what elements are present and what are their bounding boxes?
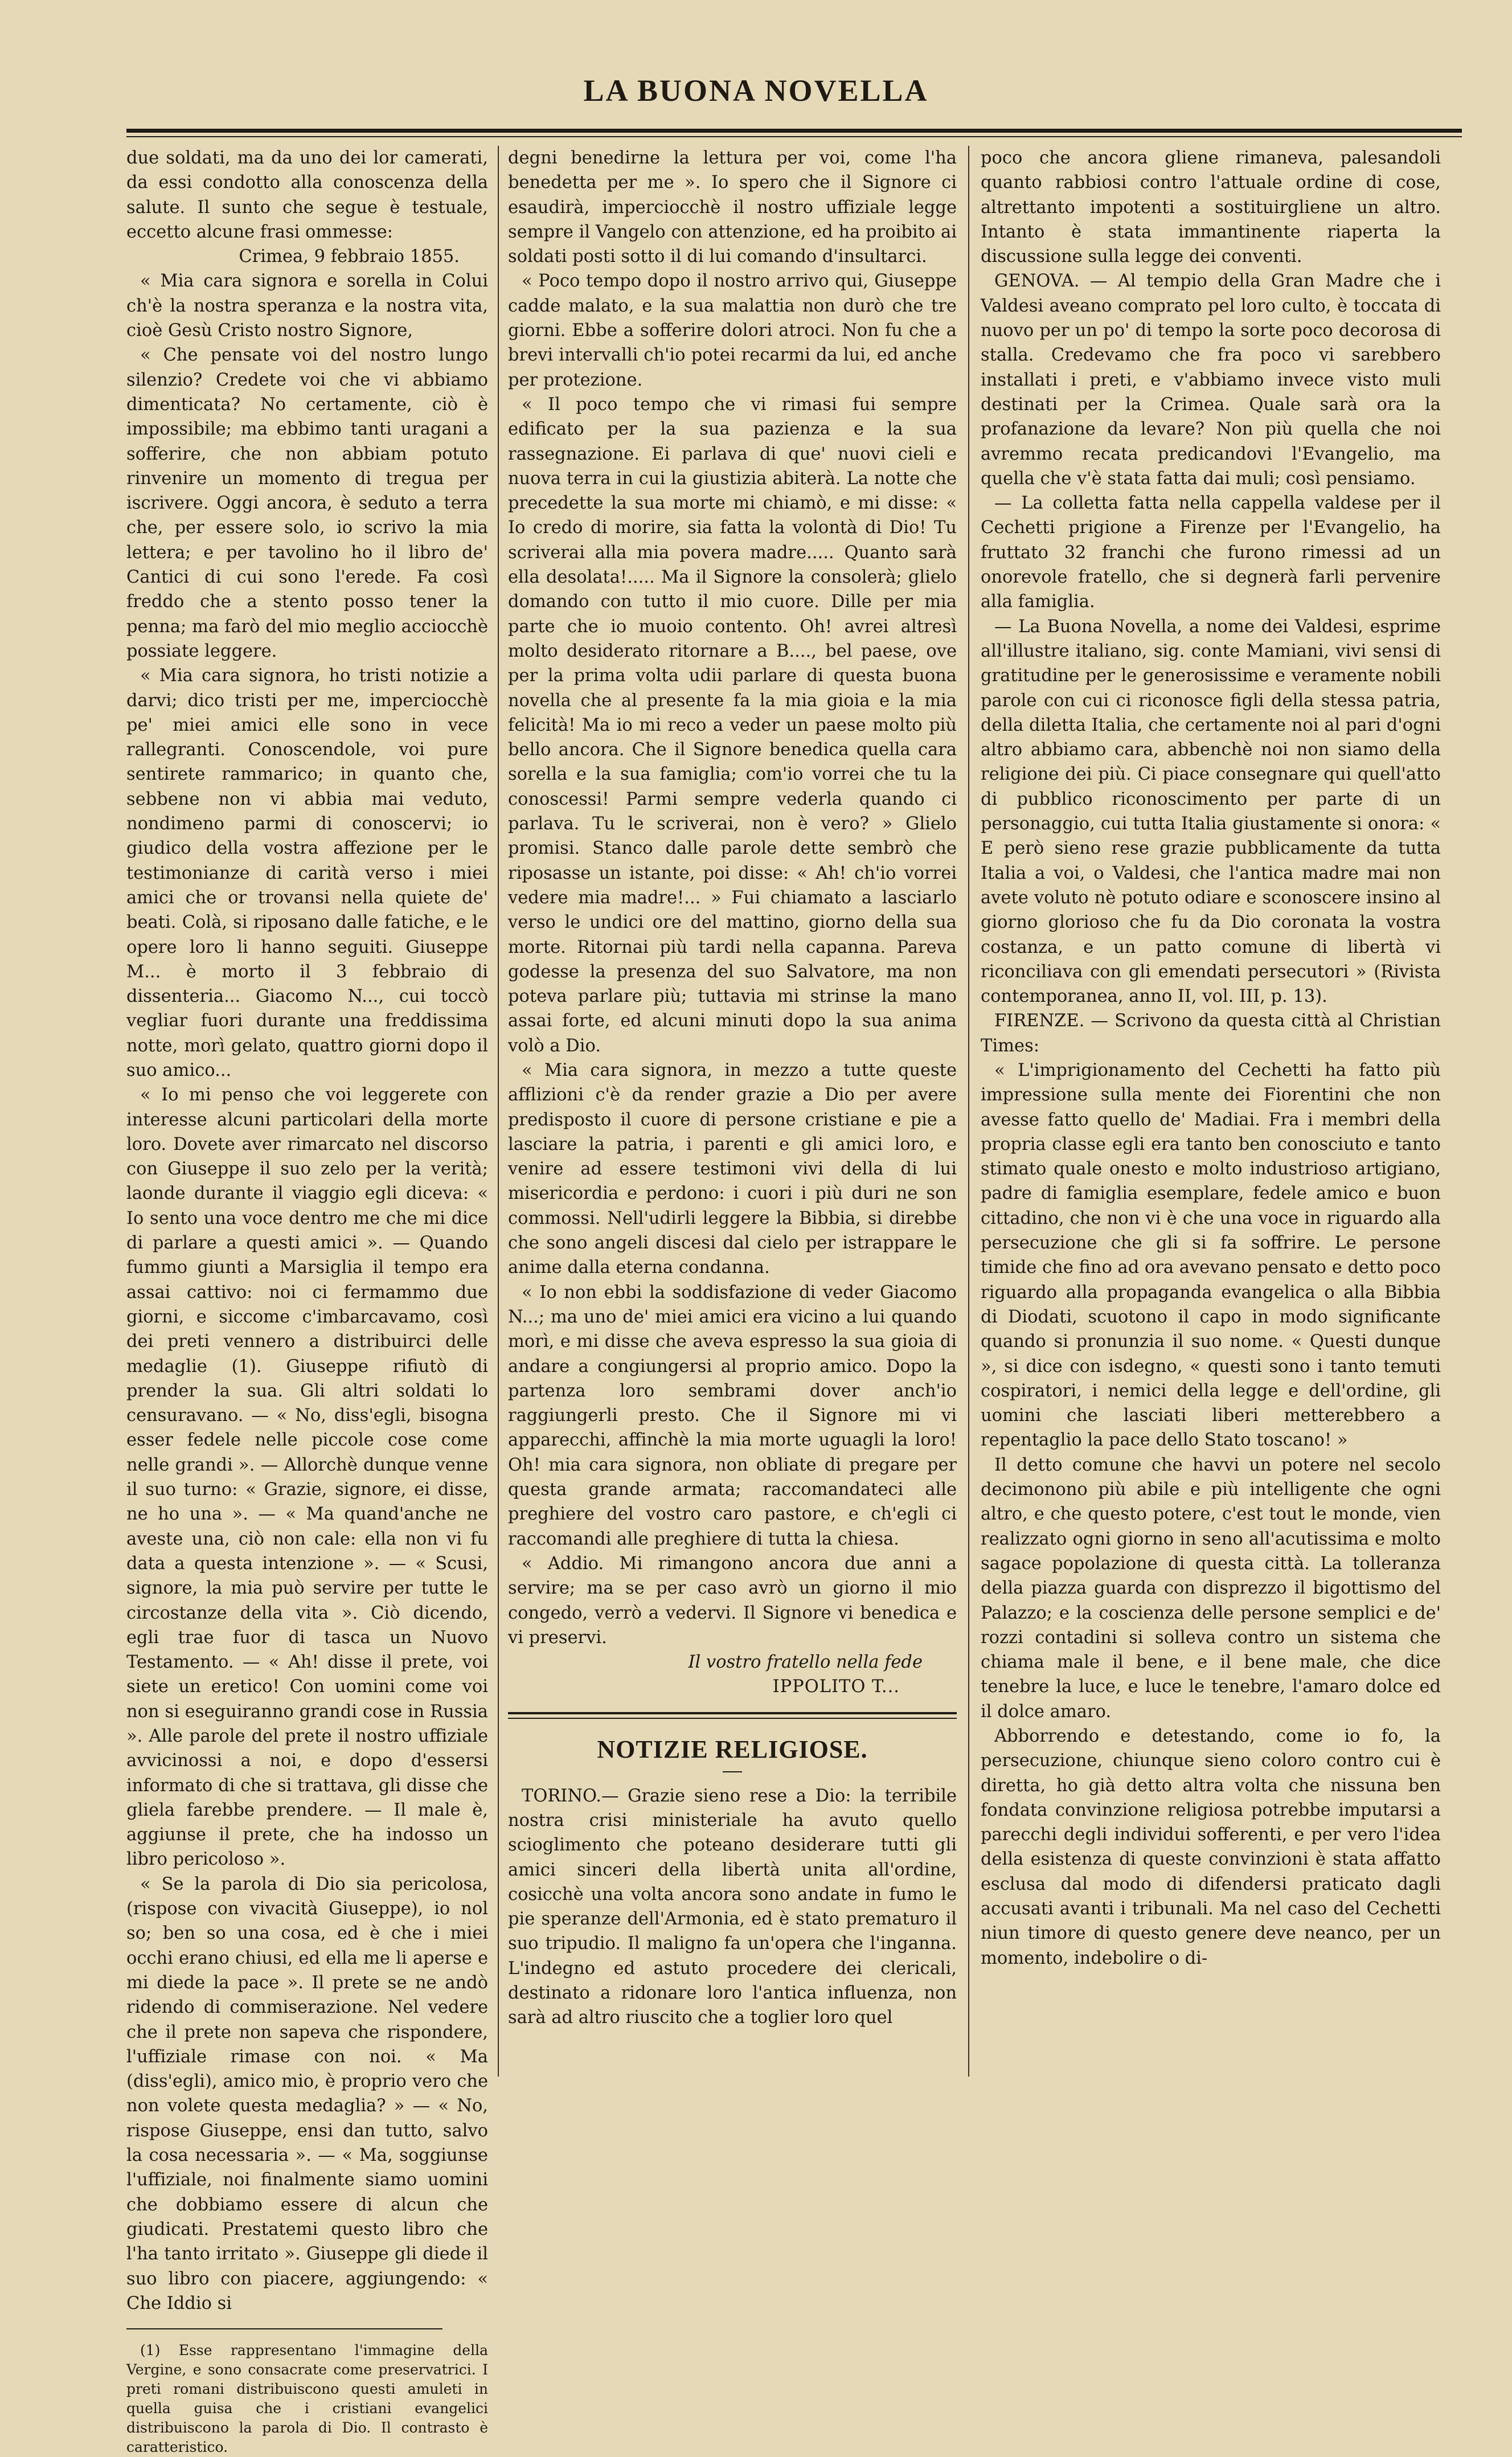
signature-name: IPPOLITO T... — [772, 1677, 900, 1697]
paragraph: degni benedirne la lettura per voi, come l'ha benedetta per me ». Io spero che il Signore ci esaudirà, imperciocchè il nostro uffiziale legge sempre il Vangelo con attenzione, ed ha proibito ai soldati posti sotto il di lui comando d'insultarci. — [508, 148, 957, 267]
paragraph: « Mia cara signora e sorella in Colui ch'è la nostra speranza e la nostra vita, cioè Gesù Cristo nostro Signore, — [126, 271, 488, 341]
paragraph: GENOVA. — Al tempio della Gran Madre che i Valdesi aveano comprato pel loro culto, è toccata di nuovo per un po' di tempo la sorte poco decorosa di stalla. Credevamo che fra poco vi sarebbero installati i preti, e v'abbiamo invece visto muli destinati per la Crimea. Quale sarà ora la profanazione da levare? Non più quella che noi avremmo recata predicandovi l'Evangelio, ma quella che v'è stata fatta dai muli; così pensiamo. — [981, 271, 1441, 489]
column-1 — [126, 146, 488, 2457]
masthead: LA BUONA NOVELLA — [583, 73, 929, 108]
paragraph: « Io non ebbi la soddisfazione di veder Giacomo N...; ma uno de' miei amici era vicino a lui quando morì, e mi disse che aveva espresso la sua gioia di andare a congiungersi al proprio amico. Dopo la partenza loro sembrami dover anch'io raggiungerli presto. Che il Signore mi vi apparecchi, affinchè la mia morte uguagli la loro! Oh! mia cara signora, non obliate di pregare per questa grande armata; raccomandateci alle preghiere del vostro caro pastore, e ch'egli ci raccomandi alle preghiere di tutta la chiesa. — [508, 1282, 957, 1549]
paragraph: « Il poco tempo che vi rimasi fui sempre edificato per la sua pazienza e la sua rassegnazione. Ei parlava di que' nuovi cieli e nuova terra in cui la giustizia abiterà. La notte che precedette la sua morte mi chiamò, e mi disse: « Io credo di morire, sia fatta la volontà di Dio! Tu scriverai alla mia povera madre..... Quanto sarà ella desolata!..... Ma il Signore la consolerà; glielo domando con tutto il mio cuore. Dille per mia parte che io muoio contento. Oh! avrei altresì molto desiderato ritornare a B...., bel paese, ove per la prima volta udii parlare di questa buona novella che al presente fa la mia gioia e la mia felicità! Ma io mi reco a veder un paese molto più bello ancora. Che il Signore benedica quella cara sorella e la sua famiglia; com'io vorrei che tu la conoscessi! Parmi sempre vederla quando ci parlava. Tu le scriverai, non è vero? » Glielo promisi. Stanco dalle parole dette sembrò che riposasse un istante, poi disse: « Ah! ch'io vorrei vedere mia madre!... » Fui chiamato a lasciarlo verso le undici ore del mattino, giorno della sua morte. Ritornai più tardi nella capanna. Pareva godesse la presenza del suo Salvatore, ma non poteva parlare più; tuttavia mi strinse la mano assai forte, ed alcuni minuti dopo la sua anima volò a Dio. — [508, 394, 957, 1056]
column-rule — [498, 146, 499, 2077]
paragraph: poco che ancora gliene rimaneva, palesandoli quanto rabbiosi contro l'attuale ordine di cose, altrettanto impotenti a sostituirgliene un altro. Intanto è stata immantinente riaperta la discussione sulla legge dei conventi. — [981, 148, 1441, 267]
paragraph: « Se la parola di Dio sia pericolosa, (rispose con vivacità Giuseppe), io nol so; ben so una cosa, ed è che i miei occhi erano chiusi, ed ella me li aperse e mi diede la pace ». Il prete se ne andò ridendo di commiserazione. Nel vedere che il prete non sapeva che rispondere, l'uffiziale rimase con noi. « Ma (diss'egli), amico mio, è proprio vero che non volete questa medaglia? » — « No, rispose Giuseppe, ensi dan tutto, salvo la cosa necessaria ». — « Ma, soggiunse l'uffiziale, noi finalmente siamo uomini che dobbiamo essere di alcun che giudicati. Prestatemi questo libro che l'ha tanto irritato ». Giuseppe gli diede il suo libro con piacere, aggiungendo: « Che Iddio si — [126, 1874, 488, 2313]
footnote — [126, 2341, 488, 2457]
paragraph: « Io mi penso che voi leggerete con interesse alcuni particolari della morte loro. Dovete aver rimarcato nel discorso con Giuseppe il suo zelo per la verità; laonde durante il viaggio egli diceva: « Io sento una voce dentro me che mi dice di parlare a questi amici ». — Quando fummo giunti a Marsiglia il tempo era assai cattivo: noi ci fermammo due giorni, e siccome c'imbarcavamo, così dei preti vennero a distribuirci delle medaglie (1). Giuseppe rifiutò di prender la sua. Gli altri soldati lo censuravano. — « No, diss'egli, bisogna esser fedele nelle piccole cose come nelle grandi ». — Allorchè dunque venne il suo turno: « Grazie, signore, ei disse, ne ho una ». — « Ma quand'anche ne aveste una, ciò non cale: ella non vi fu data a questa intenzione ». — « Scusi, signore, la mia può servire per tutte le circostanze della vita ». Ciò dicendo, egli trae fuor di tasca un Nuovo Testamento. — « Ah! disse il prete, voi siete un eretico! Con uomini come voi non si eseguiranno grandi cose in Russia ». Alle parole del prete il nostro uffiziale avvicinossi a noi, e dopo d'essersi informato di che si trattava, gli disse che gliela farebbe prendere. — Il male è, aggiunse il prete, che ha indosso un libro pericoloso ». — [126, 1085, 488, 1870]
paragraph: Abborrendo e detestando, come io fo, la persecuzione, chiunque sieno coloro contro cui è diretta, ho già detto altra volta che nissuna ben fondata convinzione religiosa potrebbe imputarsi a parecchi degli individui sofferenti, e per vero l'idea della esistenza di queste convinzioni è stata affatto esclusa dal modo di difendersi praticato dagli accusati avanti i tribunali. Ma nel caso del Cechetti niun timore di questo genere deve neanco, per un momento, indebolire o di- — [981, 1726, 1441, 1968]
paragraph: Il detto comune che havvi un potere nel secolo decimonono più abile e più intelligente che ogni altro, e che questo potere, c'est tout le monde, vien realizzato ogni giorno in seno all'acutissima e molto sagace popolazione di questa città. La tolleranza della piazza guarda con disprezzo il bigottismo del Palazzo; e la coscienza delle persone semplici e de' rozzi contadini si solleva contro un sistema che chiama male il bene, e il bene male, che dice tenebre la luce, e luce le tenebre, l'amaro dolce ed il dolce amaro. — [981, 1455, 1441, 1722]
section-rule — [508, 1712, 957, 1714]
footnote-text: (1) Esse rappresentano l'immagine della Vergine, e sono consacrate come preservatrici. I preti romani distribuiscono questi amuleti in quella guisa che i cristiani evangelici distribuiscono la parola di Dio. Il contrasto è caratteristico. — [126, 2342, 488, 2456]
paragraph: — La colletta fatta nella cappella valdese per il Cechetti prigione a Firenze per l'Evangelio, ha fruttato 32 franchi che furono rimessi ad un onorevole fratello, che si degnerà farli pervenire alla famiglia. — [981, 493, 1441, 612]
paragraph: « Mia cara signora, in mezzo a tutte queste afflizioni c'è da render grazie a Dio per avere predisposto il cuore di persone cristiane e pie a lasciare la patria, i parenti e gli amici loro, e venire ad essere testimoni vivi della di lui misericordia e perdono: i cuori i più duri ne son commossi. Nell'udirli leggere la Bibbia, si direbbe che sono angeli discesi dal cielo per istrappare le anime dalla eterna condanna. — [508, 1060, 957, 1278]
column-2 — [508, 146, 957, 2030]
paragraph: « Poco tempo dopo il nostro arrivo qui, Giuseppe cadde malato, e la sua malattia non durò che tre giorni. Ebbe a sofferire dolori atroci. Non fu che a brevi intervalli ch'io potei recarmi da lui, ed anche per protezione. — [508, 271, 957, 390]
heading-dash — [723, 1771, 742, 1772]
masthead-rule — [126, 129, 1462, 133]
column-rule — [968, 146, 969, 2077]
section-heading: NOTIZIE RELIGIOSE. — [597, 1735, 868, 1763]
paragraph: « Addio. Mi rimangono ancora due anni a servire; ma se per caso avrò un giorno il mio congedo, verrò a vedervi. Il Signore vi benedica e vi preservi. — [508, 1553, 957, 1648]
section-rule-thin — [508, 1718, 957, 1719]
masthead-rule-thin — [126, 136, 1462, 137]
paragraph: — La Buona Novella, a nome dei Valdesi, esprime all'illustre italiano, sig. conte Mamiani, vivi sensi di gratitudine per le generosissime e veramente nobili parole con cui ci riconosce figli della stessa patria, della diletta Italia, che certamente noi al pari d'ogni altro abbiamo cara, abbenchè noi non siamo della religione dei più. Ci piace consegnare qui quell'atto di pubblico riconoscimento per parte di un personaggio, cui tutta Italia giustamente si onora: « E però sieno rese grazie pubblicamente da tutta Italia a voi, o Valdesi, che l'antica madre mai non avete voluto nè potuto odiare e sconoscere insino al giorno glorioso che fu da Dio coronata la vostra costanza, e un patto comune di libertà vi riconciliava con gli emendati persecutori » (Rivista contemporanea, anno II, vol. III, p. 13). — [981, 616, 1441, 1007]
paragraph: TORINO.— Grazie sieno rese a Dio: la terribile nostra crisi ministeriale ha avuto quello scioglimento che poteano desiderare tutti gli amici sinceri della libertà unita all'ordine, cosicchè una volta ancora sono andate in fumo le pie speranze dell'Armonia, ed è stato prematuro il suo tripudio. Il maligno fa un'opera che l'inganna. L'indegno ed astuto procedere dei clericali, destinato a ridonare loro l'antica influenza, non sarà ad altro riuscito che a toglier loro quel — [508, 1786, 957, 2028]
paragraph: « L'imprigionamento del Cechetti ha fatto più impressione sulla mente dei Fiorentini che non avesse fatto quello de' Madiai. Fra i membri della propria classe egli era tanto ben conosciuto e tanto stimato quale onesto e molto industrioso artigiano, padre di famiglia esemplare, fedele amico e buon cittadino, che non vi è che una voce in riguardo alla persecuzione che gli si fa soffrire. Le persone timide che fino ad ora avevano pensato e detto poco riguardo alla propaganda evangelica o alla Bibbia di Diodati, scuotono il capo in modo significante quando si pronunzia il suo nome. « Questi dunque », si dice con isdegno, « questi sono i tanto temuti cospiratori, i nemici della legge e dell'ordine, gli uomini che lasciati liberi metterebbero a repentaglio la pace dello Stato toscano! » — [981, 1060, 1441, 1451]
paragraph: due soldati, ma da uno dei lor camerati, da essi condotto alla conoscenza della salute. Il sunto che segue è testuale, eccetto alcune frasi ommesse: — [126, 148, 488, 242]
footnote-rule — [126, 2328, 442, 2329]
paragraph: FIRENZE. — Scrivono da questa città al Christian Times: — [981, 1011, 1441, 1056]
letter-dateline: Crimea, 9 febbraio 1855. — [239, 247, 460, 267]
column-3 — [981, 146, 1441, 1971]
signature-closing: Il vostro fratello nella fede — [688, 1652, 923, 1673]
paragraph: « Mia cara signora, ho tristi notizie a darvi; dico tristi per me, imperciocchè pe' miei amici elle sono in vece rallegranti. Conoscendole, voi pure sentirete rammarico; in quanto che, sebbene non vi abbia mai veduto, nondimeno parmi di conoscervi; io giudico della vostra affezione per le testimonianze di carità verso i miei amici che or trovansi nella quiete de' beati. Colà, si riposano dalle fatiche, e le opere loro li hanno seguiti. Giuseppe M... è morto il 3 febbraio di dissenteria... Giacomo N..., cui toccò vegliar fuori durante una freddissima notte, morì gelato, quattro giorni dopo il suo amico... — [126, 666, 488, 1080]
paragraph: « Che pensate voi del nostro lungo silenzio? Credete voi che vi abbiamo dimenticata? No certamente, ciò è impossibile; ma ebbimo tanti uragani a sofferire, che non abbiam potuto rinvenire un momento di tregua per iscrivere. Oggi ancora, è seduto a terra che, per essere solo, io scrivo la mia lettera; e per tavolino ho il libro de' Cantici di cui sono l'erede. Fa così freddo che a stento posso tener la penna; ma farò del mio meglio acciocchè possiate leggere. — [126, 345, 488, 661]
